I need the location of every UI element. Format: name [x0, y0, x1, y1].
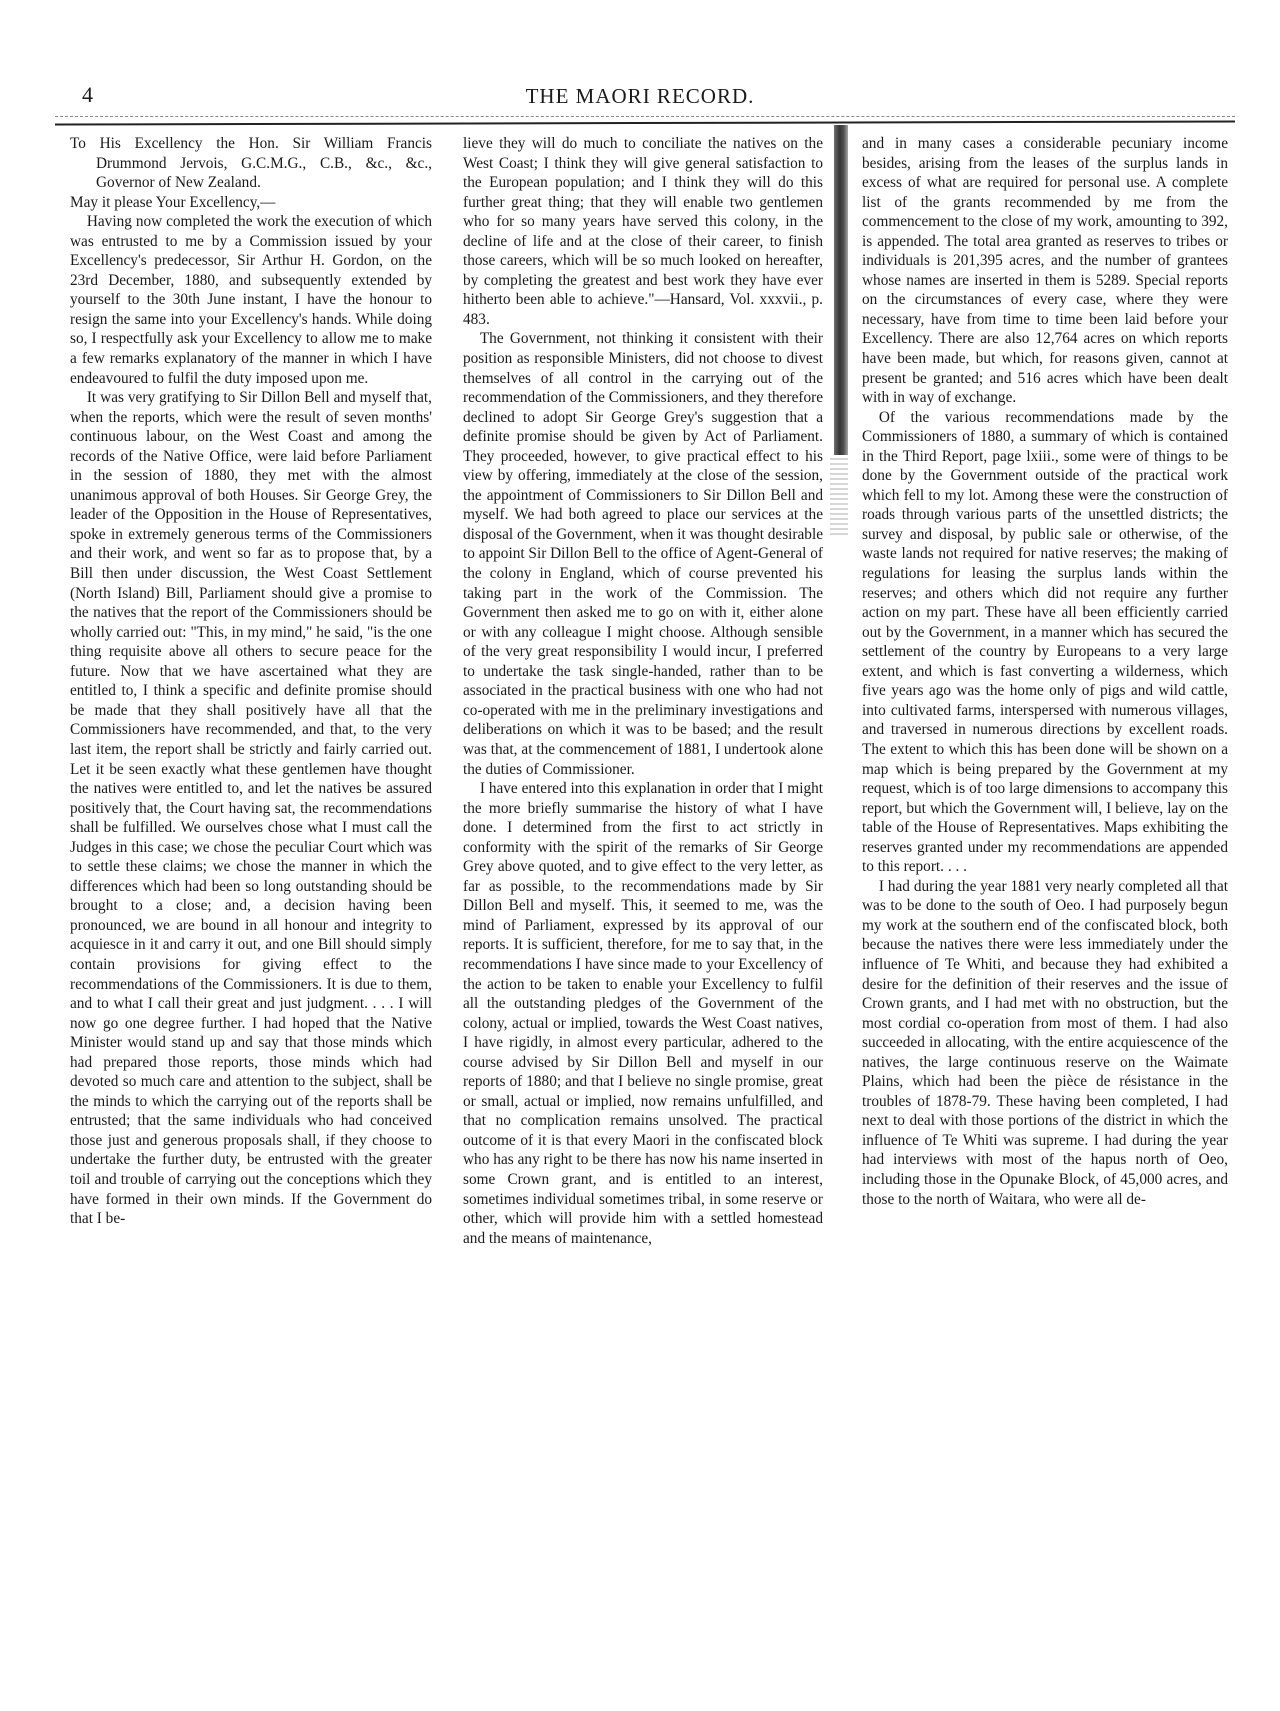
- paragraph: It was very gratifying to Sir Dillon Bell and myself that, when the reports, which were the result of seven months' continuous labour, on the West Coast and among the records of the Native Office, were laid before Parliament in the session of 1880, they met with the almost unanimous approval of both Houses. Sir George Grey, the leader of the Opposition in the House of Representatives, spoke in extremely generous terms of the Commissioners and their work, and went so far as to propose that, by a Bill then under discussion, the West Coast Settlement (North Island) Bill, Parliament should give a promise to the natives that the report of the Commissioners should be wholly carried out: "This, in my mind," he said, "is the one thing requisite above all others to secure peace for the future. Now that we have ascertained what they are entitled to, I think a specific and definite promise should be made that they shall positively have all that the Commissioners have recommended, and that, to the very last item, the report shall be strictly and fairly carried out. Let it be seen exactly what these gentlemen have thought the natives were entitled to, and let the natives be assured positively that, the Court having sat, the recommendations shall be fulfilled. We ourselves chose what I must call the Judges in this case; we chose the peculiar Court which was to settle these claims; we chose the manner in which the differences which had been so long outstanding should be brought to a close; and, a decision having been pronounced, we are bound in all honour and integrity to acquiesce in it and carry it out, and one Bill should simply contain provisions for giving effect to the recommendations of the Commissioners. It is due to them, and to what I call their great and just judgment. . . . I will now go one degree further. I had hoped that the Native Minister would stand up and say that those minds which had prepared those reports, those minds which had devoted so much care and attention to the subject, shall be the minds to which the carrying out of the reports shall be entrusted; that the same individuals who had conceived those just and generous proposals shall, if they choose to undertake the further duty, be entrusted with the greater toil and trouble of carrying out the conceptions which they have formed in their own minds. If the Government do that I be-: [70, 389, 432, 1228]
- paragraph-continued: and in many cases a considerable pecuniary income besides, arising from the leases of the surplus lands in excess of what are required for personal use. A complete list of the grants recommended by me from the commencement to the close of my work, amounting to 392, is appended. The total area granted as reserves to tribes or individuals is 201,395 acres, and the number of grantees whose names are inserted in them is 5289. Special reports on the circumstances of every case, where they were necessary, have from time to time been laid before your Excellency. There are also 12,764 acres on which reports have been made, but which, for reasons given, cannot at present be granted; and 516 acres which have been dealt with in way of exchange.: [862, 135, 1228, 407]
- column-2: [463, 134, 823, 1248]
- paragraph: The Government, not thinking it consistent with their position as responsible Ministers, did not choose to divest themselves of all control in the carrying out of the recommendation of the Commissioners, and they therefore declined to adopt Sir George Grey's suggestion that a definite promise should be given by Act of Parliament. They proceeded, however, to give practical effect to his view by offering, immediately at the close of the session, the appointment of Commissioners to Sir Dillon Bell and myself. We had both agreed to place our services at the disposal of the Government, when it was thought desirable to appoint Sir Dillon Bell to the office of Agent-General of the colony in England, which of course prevented his taking part in the work of the Commission. The Government then asked me to go on with it, either alone or with any colleague I might choose. Although sensible of the very great responsibility I would incur, I preferred to undertake the task single-handed, rather than to be associated in the practical business with one who had not co-operated with me in the preliminary investigations and deliberations on which it was to be based; and the result was that, at the commencement of 1881, I undertook alone the duties of Commissioner.: [463, 330, 823, 778]
- address-line: To His Excellency the Hon. Sir William Francis Drummond Jervois, G.C.M.G., C.B., &c., &c., Governor of New Zealand.: [70, 135, 432, 192]
- paragraph: Of the various recommendations made by the Commissioners of 1880, a summary of which is contained in the Third Report, page lxiii., some were of things to be done by the Government outside of the practical work which fell to my lot. Among these were the construction of roads through various parts of the unsettled districts; the survey and disposal, by public sale or otherwise, of the waste lands not required for native reserves; the making of regulations for leasing the surplus lands within the reserves; and others which did not require any further action on my part. These have all been efficiently carried out by the Government, in a manner which has secured the settlement of the country by Europeans to a very large extent, and which is fast converting a wilderness, which five years ago was the home only of pigs and wild cattle, into cultivated farms, interspersed with numerous villages, and traversed in numerous directions by excellent roads. The extent to which this has been done will be shown on a map which is being prepared by the Government at my request, which is of too large dimensions to accompany this report, but which the Government will, I believe, lay on the table of the House of Representatives. Maps exhibiting the reserves granted under my recommendations are appended to this report. . . .: [862, 408, 1228, 876]
- column-1: [70, 134, 432, 1229]
- header-rule: [55, 120, 1235, 125]
- salutation: May it please Your Excellency,—: [70, 193, 276, 211]
- paragraph: I had during the year 1881 very nearly completed all that was to be done to the south of Oeo. I had purposely begun my work at the southern end of the confiscated block, both because the natives there were less immediately under the influence of Te Whiti, and because they had exhibited a desire for the definition of their reserves and the issue of Crown grants, and I had met with no obstruction, but the most cordial co-operation from most of them. I had also succeeded in allocating, with the entire acquiescence of the natives, the large continuous reserve on the Waimate Plains, which had been the pièce de résistance in the troubles of 1878-79. These having been completed, I had next to deal with those portions of the district in which the influence of Te Whiti was supreme. I had during the year had interviews with most of the hapus north of Oeo, including those in the Opunake Block, of 45,000 acres, and those to the north of Waitara, who were all de-: [862, 877, 1228, 1208]
- paragraph: Having now completed the work the execution of which was entrusted to me by a Commission issued by your Excellency's predecessor, Sir Arthur H. Gordon, on the 23rd December, 1880, and subsequently extended by yourself to the 30th June instant, I have the honour to resign the same into your Excellency's hands. While doing so, I respectfully ask your Excellency to allow me to make a few remarks explanatory of the manner in which I have endeavoured to fulfil the duty imposed upon me.: [70, 213, 432, 387]
- paragraph-continued: lieve they will do much to conciliate the natives on the West Coast; I think they will give general satisfaction to the European population; and I think they will do this further great thing; that they will enable two gentlemen who for so many years have served this colony, in the decline of life and at the close of their career, to finish those careers, which will be so much looked on hereafter, by completing the greatest and best work they have ever hitherto been able to achieve."—Hansard, Vol. xxxvii., p. 483.: [463, 135, 823, 328]
- paragraph: I have entered into this explanation in order that I might the more briefly summarise the history of what I have done. I determined from the first to act strictly in conformity with the spirit of the remarks of Sir George Grey above quoted, and to give effect to the very letter, as far as possible, to the recommendations made by Sir Dillon Bell and myself. This, it seemed to me, was the mind of Parliament, expressed by its approval of our reports. It is sufficient, therefore, for me to say that, in the recommendations I have since made to your Excellency of the action to be taken to enable your Excellency to fulfil all the outstanding pledges of the Government of the colony, actual or implied, towards the West Coast natives, I have rigidly, in almost every particular, adhered to the course advised by Sir Dillon Bell and myself in our reports of 1880; and that I believe no single promise, great or small, actual or implied, now remains unfulfilled, and that no complication remains unsolved. The practical outcome of it is that every Maori in the confiscated block who has any right to be there has now his name inserted in some Crown grant, and is entitled to an interest, sometimes individual sometimes tribal, in some reserve or other, which will provide him with a settled homestead and the means of maintenance,: [463, 780, 823, 1247]
- binding-texture: [830, 455, 848, 535]
- binding-shadow: [834, 125, 848, 455]
- page-number: 4: [82, 82, 93, 107]
- running-title: THE MAORI RECORD.: [525, 84, 755, 108]
- header-rule-dashed: [55, 116, 1235, 117]
- column-3: [862, 134, 1228, 1209]
